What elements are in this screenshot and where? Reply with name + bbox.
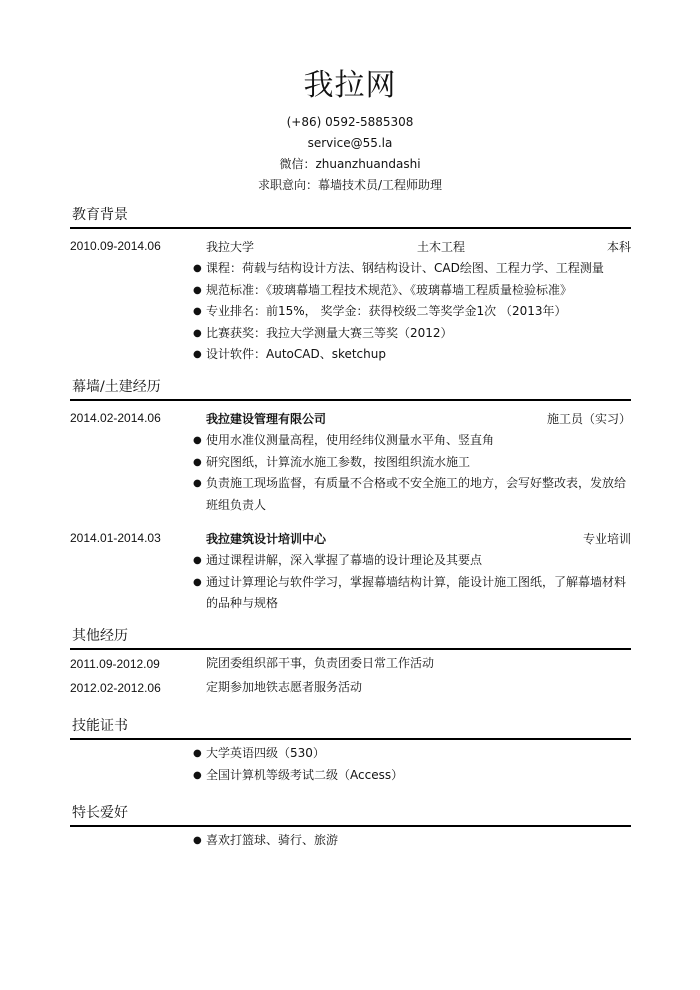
other-experience-section [70,626,631,700]
list-item: ● 设计软件：AutoCAD、sketchup [193,347,386,361]
section-divider [70,648,631,650]
list-item: ● 喜欢打篮球、骑行、旅游 [193,833,339,847]
job-role: 施工员（实习） [546,411,631,426]
section-title: 教育背景 [72,207,128,223]
hobbies-list [70,830,631,852]
school-name: 我拉大学 [206,239,255,254]
experience-entry [70,526,631,615]
email: service@55.la [307,136,393,150]
list-item: ● 负责施工现场监督，有质量不合格或不安全施工的地方，会写好整改表，发放给班组负责人 [193,476,627,512]
section-divider [70,738,631,740]
list-item: ● 研究图纸，计算流水施工参数，按图组织流水施工 [193,454,471,469]
list-item: ● 大学英语四级（530） [193,746,325,760]
list-item: ● 课程：荷载与结构设计方法、钢结构设计、CAD绘图、工程力学、工程测量 [193,261,604,275]
other-entry [70,652,631,676]
list-item: ● 比赛获奖：我拉大学测量大赛三等奖（2012） [193,325,453,340]
wechat: 微信：zhuanzhuandashi [279,157,421,171]
job-role: 专业培训 [582,531,631,546]
section-title: 幕墙/土建经历 [72,379,161,395]
job-objective: 求职意向：幕墙技术员/工程师助理 [257,178,443,192]
entry-date: 2012.02-2012.06 [70,681,161,695]
phone: (+86) 0592-5885308 [286,115,414,129]
company-name: 我拉建筑设计培训中心 [206,531,327,546]
entry-date: 2014.02-2014.06 [70,411,161,425]
section-divider [70,227,631,229]
skills-list [70,743,631,786]
list-item: ● 全国计算机等级考试二级（Access） [193,767,404,782]
section-divider [70,399,631,401]
section-divider [70,825,631,827]
other-entry [70,676,631,700]
section-title: 其他经历 [72,628,128,644]
duty-list [70,430,631,516]
major: 土木工程 [416,239,465,254]
experience-section [70,377,631,615]
entry-date: 2011.09-2012.09 [70,657,160,671]
list-item: ● 使用水准仪测量高程，使用经纬仪测量水平角、竖直角 [193,433,495,447]
duty-list [70,550,631,615]
experience-entry [70,406,631,516]
section-title: 特长爱好 [72,805,128,821]
candidate-name: 我拉网 [303,68,397,103]
entry-date: 2010.09-2014.06 [70,239,161,253]
hobbies-section [70,803,631,852]
entry-text: 定期参加地铁志愿者服务活动 [206,680,363,695]
resume-header [0,66,700,196]
entry-date: 2014.01-2014.03 [70,531,161,545]
degree: 本科 [606,239,631,254]
entry-text: 院团委组织部干事，负责团委日常工作活动 [206,656,435,671]
section-title: 技能证书 [72,718,128,734]
skills-section [70,716,631,786]
list-item: ● 通过课程讲解，深入掌握了幕墙的设计理论及其要点 [193,553,483,567]
list-item: ● 规范标准：《玻璃幕墙工程技术规范》、《玻璃幕墙工程质量检验标准》 [193,282,573,297]
course-list [70,258,631,366]
company-name: 我拉建设管理有限公司 [206,411,327,426]
education-entry [70,234,631,366]
list-item: ● 通过计算理论与软件学习，掌握幕墙结构计算，能设计施工图纸，了解幕墙材料的品种与规格 [193,574,627,610]
education-section [70,205,631,366]
list-item: ● 专业排名：前15%， 奖学金：获得校级二等奖学金1次 （2013年） [193,304,567,318]
